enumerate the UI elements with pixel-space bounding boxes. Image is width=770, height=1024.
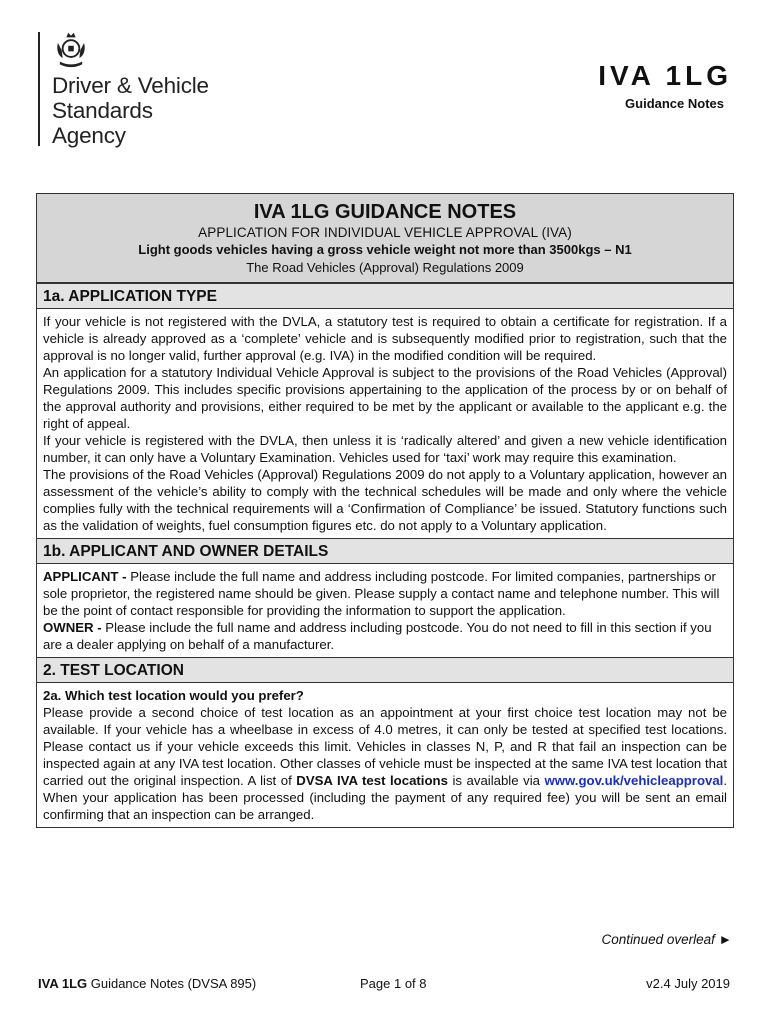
- section-1a-body: [37, 309, 733, 538]
- section-1a-heading: 1a. APPLICATION TYPE: [37, 283, 733, 309]
- section-1a-paragraph: An application for a statutory Individual Vehicle Approval is subject to the provisions of the Road Vehicles (Approval) Regulations 2009. This includes specific provisions appertaining to the application of the process by or on behalf of the approval authority and provisions, either required to be met by the applicant or available to the applicant e.g. the right of appeal.: [43, 365, 727, 431]
- document-title: IVA 1LG GUIDANCE NOTES: [253, 201, 517, 223]
- agency-logo: [38, 30, 209, 148]
- section-1b-body: [37, 564, 733, 657]
- applicant-text: Please include the full name and address including postcode. For limited companies, partnerships or sole proprietor, the registered name should be given. Please supply a contact name and telephone number. This will be the point of contact responsible for providing the information to support the application.: [43, 569, 720, 618]
- title-block: [37, 194, 733, 283]
- section-1a-paragraph: If your vehicle is not registered with the DVLA, a statutory test is required to obtain a certificate for registration. If a vehicle is already approved as a ‘complete’ vehicle and is subsequently modified prior to registration, such that the approval is no longer valid, further approval (e.g. IVA) in the modified condition will be required.: [43, 314, 727, 363]
- owner-label: OWNER -: [43, 620, 102, 635]
- owner-paragraph: [43, 619, 727, 653]
- test-locations-bold: DVSA IVA test locations: [296, 773, 448, 788]
- section-1a-paragraph: If your vehicle is registered with the DVLA, then unless it is ‘radically altered’ and given a new vehicle identification number, it can only have a Voluntary Examination. Vehicles used for ‘taxi’ work may require this examination.: [43, 433, 727, 465]
- continued-overleaf: Continued overleaf ►: [601, 932, 732, 947]
- footer-form-name: [38, 976, 256, 991]
- available-via-text: is available via: [447, 773, 545, 788]
- test-location-text: Please provide a second choice of test location as an appointment at your first choice test location may not be available. If your vehicle has a wheelbase in excess of 4.0 metres, it can only be tested at specified test locations. Please contact us if your vehicle exceeds this limit. Vehicles in classes N, P, and R that fail an inspection can be inspected again at any IVA test location. Other classes of vehicle must be inspected at the same IVA test location that carried out the original inspection. A list of: [43, 705, 727, 788]
- section-2a-paragraph: [43, 704, 727, 823]
- logo-divider: [38, 32, 40, 146]
- agency-name-line1: Driver & Vehicle: [52, 73, 209, 98]
- form-subtitle: Guidance Notes: [625, 96, 724, 111]
- vehicle-approval-link[interactable]: www.gov.uk/vehicleapproval: [544, 773, 724, 788]
- section-2-body: [37, 683, 733, 827]
- owner-text: Please include the full name and address including postcode. You do not need to fill in this section if you are a dealer applying on behalf of a manufacturer.: [43, 620, 712, 652]
- section-2-heading: 2. TEST LOCATION: [37, 657, 733, 683]
- processing-text: . When your application has been processed (including the payment of any required fee) you will be sent an email confirming that an inspection can be arranged.: [43, 773, 728, 822]
- vehicle-scope: Light goods vehicles having a gross vehicle weight not more than 3500kgs – N1: [138, 242, 632, 257]
- agency-name-line2: Standards: [52, 98, 153, 123]
- regulations-reference: The Road Vehicles (Approval) Regulations 2009: [246, 260, 524, 275]
- form-code: IVA 1LG: [598, 60, 732, 91]
- section-1b-heading: 1b. APPLICANT AND OWNER DETAILS: [37, 538, 733, 564]
- section-2a-question: 2a. Which test location would you prefer?: [43, 688, 304, 703]
- agency-name-line3: Agency: [52, 123, 126, 148]
- applicant-paragraph: [43, 568, 727, 619]
- section-1a-paragraph: The provisions of the Road Vehicles (Approval) Regulations 2009 do not apply to a Voluntary application, however an assessment of the vehicle’s ability to comply with the technical schedules will be made and only where the vehicle complies fully with the technical requirements will a ‘Confirmation of Compliance’ be issued. Statutory functions such as the validation of weights, fuel consumption figures etc. do not apply to a Voluntary application.: [43, 467, 727, 533]
- footer-form-code: IVA 1LG: [38, 976, 88, 991]
- footer-version: v2.4 July 2019: [646, 976, 730, 991]
- document-subtitle: APPLICATION FOR INDIVIDUAL VEHICLE APPROVAL (IVA): [198, 225, 572, 240]
- footer-page-number: Page 1 of 8: [360, 976, 427, 991]
- section-2a-heading: [43, 687, 727, 704]
- applicant-label: APPLICANT -: [43, 569, 127, 584]
- footer-form-desc: Guidance Notes (DVSA 895): [87, 976, 257, 991]
- guidance-document: [36, 193, 734, 828]
- royal-crest-icon: [52, 30, 90, 69]
